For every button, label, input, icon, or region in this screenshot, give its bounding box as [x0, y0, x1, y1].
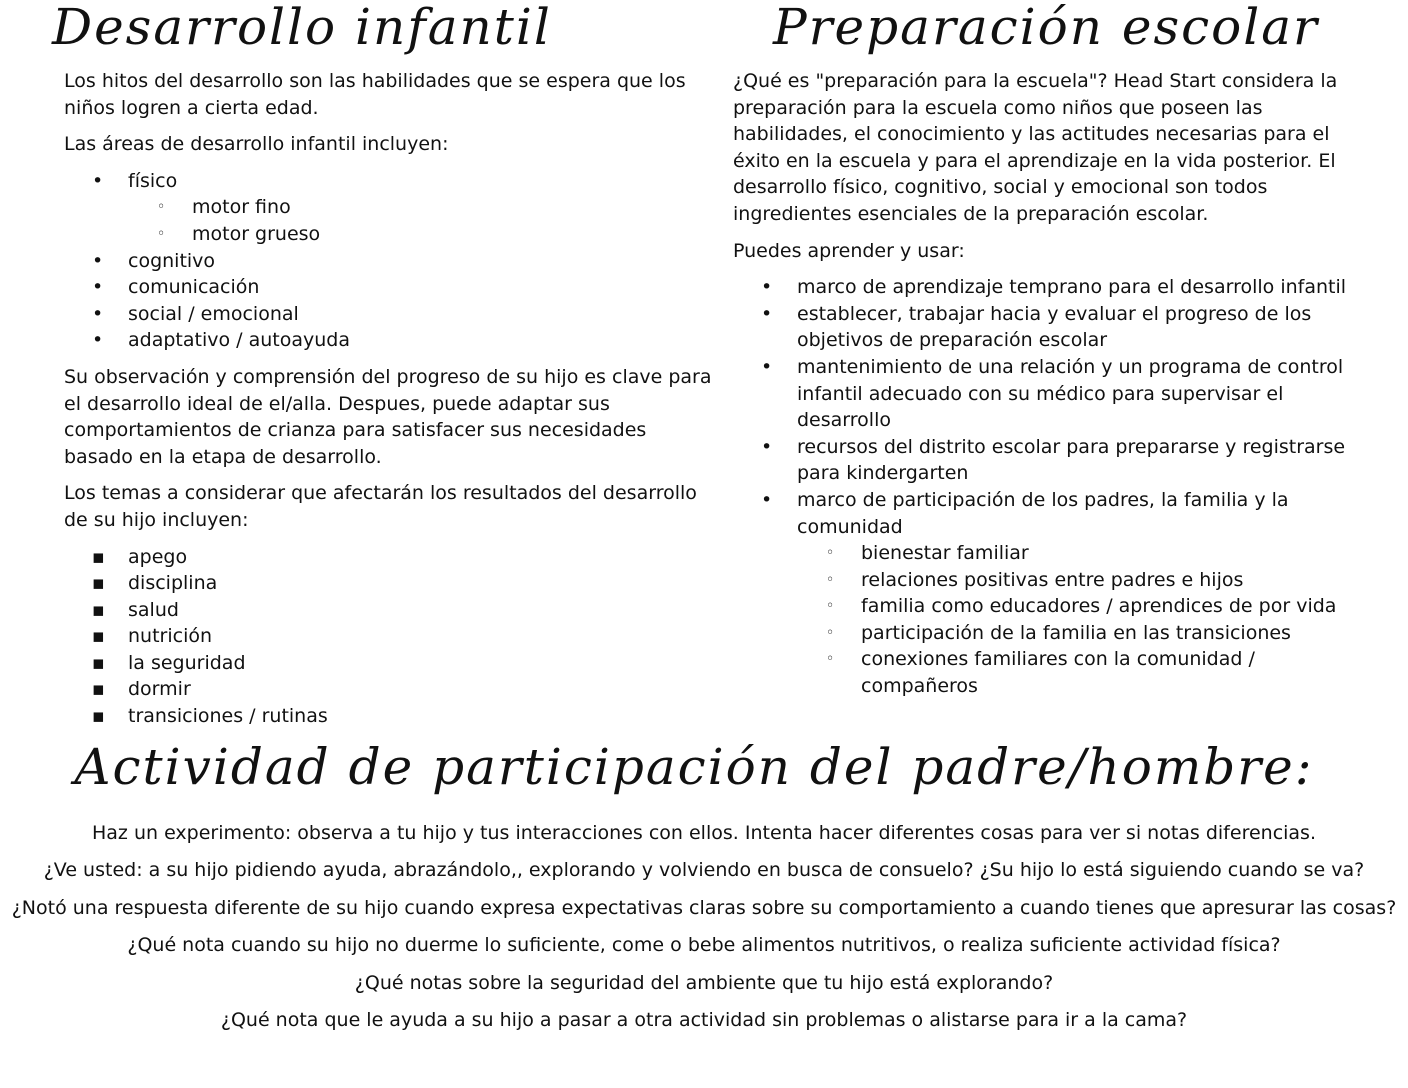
- bullet-circle-icon: ◦: [826, 545, 835, 562]
- bullet-dot-icon: •: [92, 169, 104, 192]
- list-item: ◦ participación de la familia en las transiciones: [733, 620, 1353, 647]
- activity-line: ¿Qué nota que le ayuda a su hijo a pasar a otra actividad sin problemas o alistarse para ir a la cama?: [220, 1008, 1188, 1031]
- list-item: • comunicación: [64, 274, 719, 301]
- list-item: ▪ transiciones / rutinas: [64, 703, 719, 730]
- father-activity-section: [0, 738, 1408, 1044]
- bullet-square-icon: ▪: [92, 545, 105, 568]
- list-item: • mantenimiento de una relación y un programa de control infantil adecuado con su médico para supervisar el desarrollo: [761, 355, 1344, 432]
- list-item: • marco de participación de los padres, la familia y la comunidad: [761, 488, 1289, 538]
- list-item: • físico: [64, 168, 719, 195]
- development-areas-list: [64, 168, 719, 195]
- bullet-dot-icon: •: [761, 355, 773, 378]
- bullet-dot-icon: •: [761, 302, 773, 325]
- readiness-list: [733, 274, 1353, 540]
- bullet-square-icon: ▪: [92, 572, 105, 595]
- topics-intro: Los temas a considerar que afectarán los resultados del desarrollo de su hijo incluyen:: [64, 482, 697, 531]
- list-item: • social / emocional: [64, 301, 719, 328]
- bullet-dot-icon: •: [92, 249, 104, 272]
- list-item: ▪ salud: [64, 597, 719, 624]
- bullet-circle-icon: ◦: [826, 598, 835, 615]
- bullet-dot-icon: •: [761, 276, 773, 299]
- bullet-dot-icon: •: [92, 276, 104, 299]
- list-item: • adaptativo / autoayuda: [64, 327, 719, 354]
- bullet-square-icon: ▪: [92, 651, 105, 674]
- school-readiness-title: Preparación escolar: [773, 0, 1319, 56]
- child-development-section: [52, 0, 719, 740]
- list-item: • cognitivo: [64, 248, 719, 275]
- list-item: ◦ familia como educadores / aprendices de por vida: [733, 593, 1353, 620]
- school-readiness-section: [733, 0, 1353, 700]
- bullet-circle-icon: ◦: [157, 199, 166, 216]
- bullet-circle-icon: ◦: [826, 624, 835, 641]
- list-item: ◦ conexiones familiares con la comunidad / compañeros: [826, 648, 1255, 698]
- bullet-circle-icon: ◦: [157, 225, 166, 242]
- family-engagement-sublist: [733, 540, 1353, 700]
- areas-intro: Las áreas de desarrollo infantil incluyen:: [64, 133, 449, 156]
- activity-line: ¿Notó una respuesta diferente de su hijo cuando expresa expectativas claras sobre su comportamiento a cuando tienes que apresurar las cosas?: [11, 896, 1397, 919]
- development-areas-list-cont: [64, 248, 719, 354]
- bullet-dot-icon: •: [761, 488, 773, 511]
- list-item: ◦ relaciones positivas entre padres e hijos: [733, 567, 1353, 594]
- bullet-square-icon: ▪: [92, 678, 105, 701]
- bullet-square-icon: ▪: [92, 598, 105, 621]
- bullet-square-icon: ▪: [92, 705, 105, 728]
- list-item: ▪ disciplina: [64, 570, 719, 597]
- list-item: ◦ motor fino: [64, 194, 719, 221]
- list-item: ◦ bienestar familiar: [733, 540, 1353, 567]
- bullet-dot-icon: •: [92, 302, 104, 325]
- bullet-circle-icon: ◦: [826, 651, 835, 668]
- list-item: ▪ nutrición: [64, 623, 719, 650]
- father-activity-title: Actividad de participación del padre/hombre:: [74, 738, 1314, 796]
- list-item: • establecer, trabajar hacia y evaluar el progreso de los objetivos de preparación escolar: [761, 302, 1312, 352]
- milestones-paragraph: Los hitos del desarrollo son las habilidades que se espera que los niños logren a cierta edad.: [64, 70, 686, 119]
- bullet-circle-icon: ◦: [826, 571, 835, 588]
- activity-line: ¿Qué notas sobre la seguridad del ambiente que tu hijo está explorando?: [354, 971, 1054, 994]
- bullet-dot-icon: •: [761, 435, 773, 458]
- list-item: ▪ la seguridad: [64, 650, 719, 677]
- activity-line: ¿Qué nota cuando su hijo no duerme lo suficiente, come o bebe alimentos nutritivos, o realiza suficiente actividad física?: [127, 934, 1281, 957]
- list-item: • recursos del distrito escolar para prepararse y registrarse para kindergarten: [761, 435, 1346, 485]
- observation-paragraph: Su observación y comprensión del progreso de su hijo es clave para el desarrollo ideal de el/alla. Despues, puede adaptar sus comportamientos de crianza para satisfacer sus necesidades basado en la etapa de desarrollo.: [64, 365, 712, 468]
- activity-line: Haz un experimento: observa a tu hijo y tus interacciones con ellos. Intenta hacer diferentes cosas para ver si notas diferencias.: [92, 822, 1316, 844]
- physical-subareas-list: [64, 194, 719, 247]
- activity-line: ¿Ve usted: a su hijo pidiendo ayuda, abrazándolo,, explorando y volviendo en busca de consuelo? ¿Su hijo lo está siguiendo cuando se va?: [43, 859, 1365, 882]
- list-item: ▪ dormir: [64, 676, 719, 703]
- list-item: ▪ apego: [64, 544, 719, 571]
- learn-intro: Puedes aprender y usar:: [733, 239, 965, 262]
- list-item: ◦ motor grueso: [64, 221, 719, 248]
- child-development-title: Desarrollo infantil: [52, 0, 552, 56]
- list-item: • marco de aprendizaje temprano para el desarrollo infantil: [733, 274, 1353, 301]
- bullet-dot-icon: •: [92, 329, 104, 352]
- topics-list: [64, 544, 719, 730]
- bullet-square-icon: ▪: [92, 625, 105, 648]
- readiness-paragraph: ¿Qué es "preparación para la escuela"? Head Start considera la preparación para la escuela como niños que poseen las habilidades, el conocimiento y las actitudes necesarias para el éxito en la escuela y para el aprendizaje en la vida posterior. El desarrollo físico, cognitivo, social y emocional son todos ingredientes esenciales de la preparación escolar.: [733, 70, 1338, 225]
